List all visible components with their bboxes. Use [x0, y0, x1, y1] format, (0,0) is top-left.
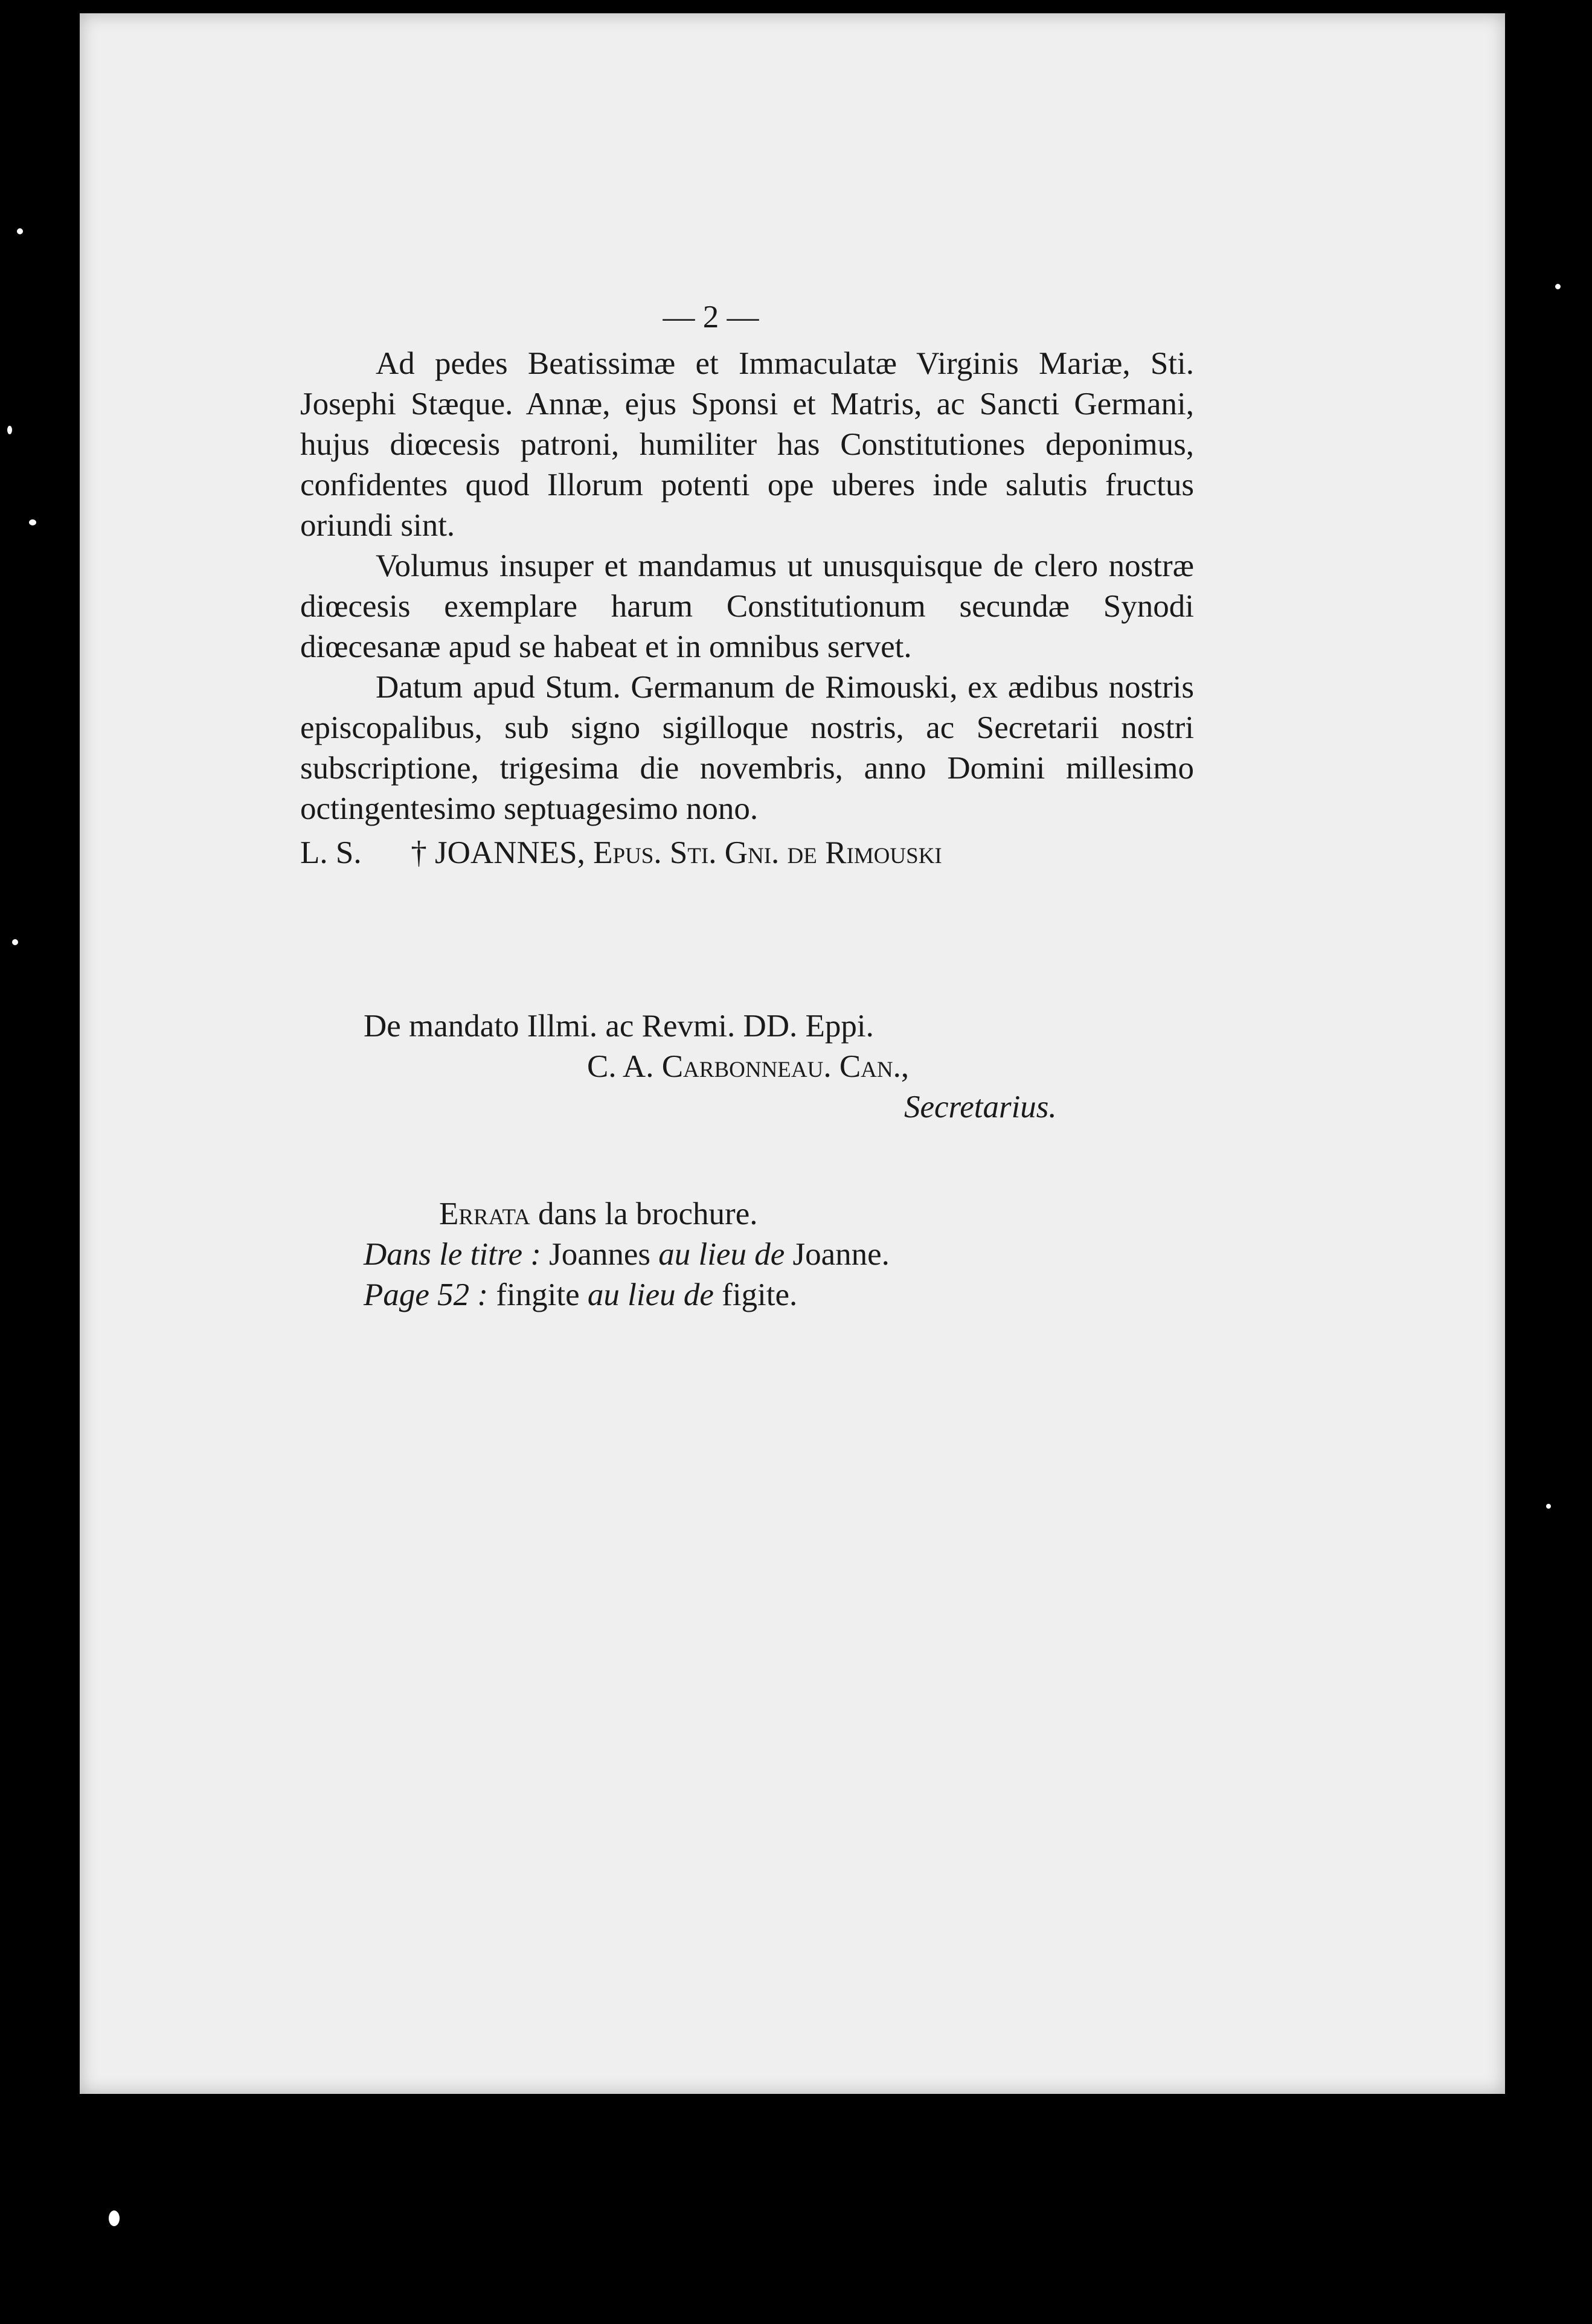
errata-item-correct: fingite [488, 1277, 588, 1312]
bishop-title: Epus. Sti. Gni. de Rimouski [593, 835, 942, 870]
errata-section [300, 1194, 1194, 1315]
secretary-name: C. A. Carbonneau. Can., [587, 1049, 910, 1084]
errata-item-correct: Joannes [541, 1237, 659, 1272]
errata-item-label: Page 52 : [364, 1277, 489, 1312]
paragraph-date: Datum apud Stum. Germanum de Rimouski, ex ædibus nostris episcopalibus, sub signo sigilloque nostris, ac Secretarii nostri subscriptione, trigesima die novembris, anno Domini millesimo octingentesimo septuagesimo nono. [300, 670, 1194, 826]
paragraph-dedication: Ad pedes Beatissimæ et Immaculatæ Virginis Mariæ, Sti. Josephi Stæque. Annæ, ejus Sponsi et Matris, ac Sancti Germani, hujus diœcesis patroni, humiliter has Constitutiones deponimus, confidentes quod Illorum potenti ope uberes inde salutis fructus oriundi sint. [300, 346, 1194, 543]
seal-mark: L. S. [300, 835, 362, 870]
mandate-line: De mandato Illmi. ac Revmi. DD. Eppi. [364, 1009, 874, 1044]
errata-item-au-lieu: au lieu de [587, 1277, 714, 1312]
errata-item-au-lieu: au lieu de [658, 1237, 785, 1272]
errata-heading-rest: dans la brochure. [530, 1196, 758, 1231]
dust-speck [29, 519, 36, 525]
paragraph-mandate: Volumus insuper et mandamus ut unusquisque de clero nostræ diœcesis exemplare harum Constitutionum secundæ Synodi diœcesanæ apud se habeat et in omnibus servet. [300, 548, 1194, 664]
bishop-signature [300, 833, 1194, 873]
dust-speck [7, 426, 12, 434]
errata-heading [300, 1194, 1194, 1234]
page-text [300, 297, 1194, 1315]
dust-speck [1546, 1504, 1551, 1509]
errata-heading-label: Errata [439, 1196, 530, 1231]
dust-speck [1555, 284, 1561, 289]
errata-item-wrong: Joanne. [785, 1237, 890, 1272]
dust-speck [12, 939, 18, 945]
dust-speck [17, 228, 23, 234]
bishop-name: JOANNES, [435, 835, 585, 870]
errata-item [300, 1234, 1194, 1275]
cross-mark: † [411, 835, 427, 870]
secretary-title: Secretarius. [904, 1090, 1057, 1125]
errata-item [300, 1275, 1194, 1315]
dust-speck [109, 2210, 120, 2226]
document-page [80, 13, 1505, 2094]
errata-item-wrong: figite. [713, 1277, 798, 1312]
errata-item-label: Dans le titre : [364, 1237, 541, 1272]
page-number: — 2 — [663, 300, 759, 335]
